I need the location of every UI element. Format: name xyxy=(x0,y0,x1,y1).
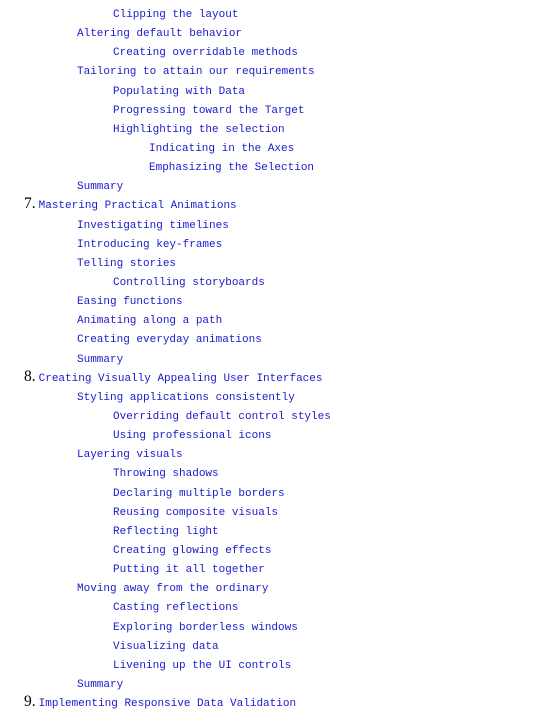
toc-entry-row xyxy=(0,271,556,290)
toc-entry-row xyxy=(0,3,556,22)
toc-section-link[interactable]: Animating along a path xyxy=(77,315,223,328)
toc-chapter-link[interactable]: Implementing Responsive Data Validation xyxy=(38,698,297,711)
toc-entry-row xyxy=(0,137,556,156)
toc-section-link[interactable]: Reusing composite visuals xyxy=(113,506,279,519)
toc-entry-row xyxy=(0,482,556,501)
toc-section-link[interactable]: Using professional icons xyxy=(113,430,272,443)
toc-entry-row xyxy=(0,654,556,673)
toc-entry-row xyxy=(0,348,556,367)
toc-section-link[interactable]: Indicating in the Axes xyxy=(149,142,295,155)
toc-entry-row xyxy=(0,156,556,175)
toc-section-link[interactable]: Summary xyxy=(77,181,124,194)
toc-entry-row xyxy=(0,290,556,309)
toc-entry-row xyxy=(0,405,556,424)
toc-section-link[interactable]: Emphasizing the Selection xyxy=(149,162,315,175)
toc-entry-row xyxy=(0,673,556,692)
toc-entry-row xyxy=(0,520,556,539)
toc-section-link[interactable]: Progressing toward the Target xyxy=(113,104,305,117)
toc-section-link[interactable]: Styling applications consistently xyxy=(77,391,295,404)
table-of-contents xyxy=(0,3,556,711)
toc-chapter-row xyxy=(0,692,556,711)
toc-section-link[interactable]: Telling stories xyxy=(77,257,177,270)
toc-chapter-link[interactable]: Creating Visually Appealing User Interfaces xyxy=(38,372,323,385)
toc-section-link[interactable]: Casting reflections xyxy=(113,602,239,615)
toc-entry-row xyxy=(0,462,556,481)
toc-entry-row xyxy=(0,501,556,520)
toc-section-link[interactable]: Clipping the layout xyxy=(113,9,239,21)
toc-section-link[interactable]: Exploring borderless windows xyxy=(113,621,298,634)
toc-entry-row xyxy=(0,214,556,233)
toc-entry-row xyxy=(0,233,556,252)
toc-entry-row xyxy=(0,635,556,654)
toc-entry-row xyxy=(0,558,556,577)
toc-section-link[interactable]: Putting it all together xyxy=(113,564,265,577)
toc-entry-row xyxy=(0,309,556,328)
toc-section-link[interactable]: Creating everyday animations xyxy=(77,334,262,347)
toc-section-link[interactable]: Declaring multiple borders xyxy=(113,487,285,500)
toc-entry-row xyxy=(0,80,556,99)
toc-section-link[interactable]: Overriding default control styles xyxy=(113,410,331,423)
toc-chapter-link[interactable]: Mastering Practical Animations xyxy=(38,200,237,213)
toc-entry-row xyxy=(0,328,556,347)
toc-section-link[interactable]: Investigating timelines xyxy=(77,219,229,232)
toc-section-link[interactable]: Creating glowing effects xyxy=(113,544,272,557)
toc-section-link[interactable]: Summary xyxy=(77,678,124,691)
toc-section-link[interactable]: Reflecting light xyxy=(113,525,219,538)
toc-chapter-row xyxy=(0,367,556,386)
toc-section-link[interactable]: Summary xyxy=(77,353,124,366)
toc-section-link[interactable]: Visualizing data xyxy=(113,640,219,653)
toc-section-link[interactable]: Livening up the UI controls xyxy=(113,659,292,672)
chapter-number: 7. xyxy=(24,195,36,213)
toc-section-link[interactable]: Easing functions xyxy=(77,296,183,309)
toc-chapter-row xyxy=(0,194,556,213)
toc-entry-row xyxy=(0,386,556,405)
toc-entry-row xyxy=(0,41,556,60)
toc-entry-row xyxy=(0,118,556,137)
toc-entry-row xyxy=(0,539,556,558)
toc-entry-row xyxy=(0,22,556,41)
toc-entry-row xyxy=(0,60,556,79)
toc-entry-row xyxy=(0,577,556,596)
toc-section-link[interactable]: Layering visuals xyxy=(77,449,183,462)
toc-section-link[interactable]: Highlighting the selection xyxy=(113,123,285,136)
toc-section-link[interactable]: Populating with Data xyxy=(113,85,246,98)
toc-section-link[interactable]: Controlling storyboards xyxy=(113,276,265,289)
toc-entry-row xyxy=(0,175,556,194)
chapter-number: 9. xyxy=(24,693,36,711)
toc-section-link[interactable]: Tailoring to attain our requirements xyxy=(77,66,315,79)
toc-section-link[interactable]: Moving away from the ordinary xyxy=(77,583,269,596)
toc-entry-row xyxy=(0,252,556,271)
toc-section-link[interactable]: Creating overridable methods xyxy=(113,47,298,60)
toc-entry-row xyxy=(0,596,556,615)
toc-entry-row xyxy=(0,99,556,118)
toc-entry-row xyxy=(0,424,556,443)
chapter-number: 8. xyxy=(24,367,36,385)
toc-section-link[interactable]: Throwing shadows xyxy=(113,468,219,481)
toc-entry-row xyxy=(0,616,556,635)
toc-section-link[interactable]: Introducing key-frames xyxy=(77,238,223,251)
toc-entry-row xyxy=(0,443,556,462)
toc-section-link[interactable]: Altering default behavior xyxy=(77,28,243,41)
